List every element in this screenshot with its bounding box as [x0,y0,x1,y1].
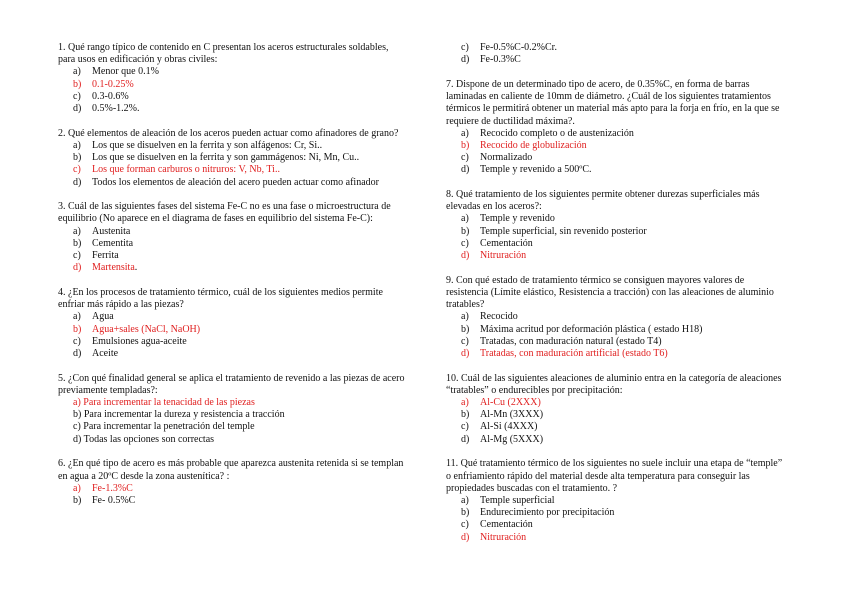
option-letter: a) [73,66,81,78]
option-letter: d) [73,262,82,274]
answer-option [58,336,408,348]
option-text: Al-Si (4XXX) [480,421,538,433]
question-text: 2. Qué elementos de aleación de los aceros pueden actuar como afinadores de grano? [58,127,399,139]
option-letter: c) [461,42,469,53]
option-text: Recocido [480,311,518,323]
option-letter: a) [73,482,81,494]
answer-option-correct [446,532,786,544]
option-text: Para incrementar la dureza y resistencia a tracción [83,409,285,421]
answer-option [446,324,786,336]
option-text: Emulsiones agua-aceite [92,335,187,347]
option-letter: c) [73,421,81,433]
option-letter: c) [461,335,469,347]
option-letter: c) [73,164,81,176]
question-block [446,275,786,360]
option-text: Todas las opciones son correctas [83,433,215,445]
option-letter: d) [73,103,82,115]
option-text: Agua [92,311,114,323]
option-letter: d) [73,176,82,188]
option-letter: a) [461,213,469,225]
answer-option-correct [58,483,408,495]
option-letter: a) [461,127,469,139]
answer-option [58,238,408,250]
answer-option-correct [446,250,786,262]
option-text: Para incrementar la penetración del temple [83,421,255,433]
option-text: Austenita [92,225,131,237]
option-letter: b) [73,237,82,249]
question-text: 3. Cuál de las siguientes fases del sistema Fe-C no es una fase o microestructura de equilibrio (No aparece en el diagrama de fases en equilibrio del sistema Fe-C): [58,201,391,225]
option-text: Endurecimiento por precipitación [480,507,615,519]
answer-option-correct [58,397,408,409]
answer-option [446,311,786,323]
option-letter: a) [461,397,469,409]
question-text: 7. Dispone de un determinado tipo de acero, de 0.35%C, en forma de barras laminadas en caliente de 10mm de diámetro. ¿Cuál de los siguientes tratamientos térmicos le permitirá obtener un material más apto para la forja en frío, en la que se requiere de ductilidad máxima?. [446,78,780,127]
option-letter: b) [73,495,82,506]
option-text: Cementación [480,519,533,531]
option-letter: a) [73,225,81,237]
answer-option [446,152,786,164]
option-letter: d) [73,347,82,359]
question-block [58,201,408,274]
answer-option [58,434,408,446]
question-block [58,128,408,189]
option-letter: b) [73,152,82,164]
option-text: Al-Mg (5XXX) [480,433,544,445]
option-text: Al-Cu (2XXX) [480,397,541,409]
option-letter: d) [461,531,470,543]
option-letter: b) [461,225,470,237]
option-suffix: . [134,262,138,274]
option-text: Fe-0.5%C-0.2%Cr. [480,42,557,53]
option-letter: c) [461,421,469,433]
option-letter: b) [461,139,470,151]
option-letter: a) [73,311,81,323]
option-letter: d) [461,54,470,66]
option-letter: b) [73,78,82,90]
answer-option [58,103,408,115]
answer-option [58,409,408,421]
answer-option [58,91,408,103]
answer-option [446,42,786,54]
option-text: Temple y revenido a 500ºC. [480,164,592,176]
option-text: Cementación [480,237,533,249]
answer-option [446,434,786,446]
option-text: Recocido completo o de austenización [480,127,634,139]
question-text: 10. Cuál de las siguientes aleaciones de aluminio entra en la categoría de aleaciones “tratables” o endurecibles por precipitación: [446,372,782,396]
option-letter: b) [461,409,470,421]
option-text: Los que forman carburos o nitruros: V, Nb, Ti.. [92,164,280,176]
option-text: Aceite [92,347,119,359]
option-text: Recocido de globulización [480,139,587,151]
option-letter: d) [461,347,470,359]
answer-option [58,250,408,262]
option-text: Para incrementar la tenacidad de las piezas [83,397,255,409]
answer-option [58,140,408,152]
answer-option [446,519,786,531]
question-block [58,458,408,507]
option-letter: b) [461,323,470,335]
question-text: 1. Qué rango típico de contenido en C presentan los aceros estructurales soldables, para usos en edificación y obras civiles: [58,42,389,66]
question-block [58,287,408,360]
option-text: Al-Mn (3XXX) [480,409,544,421]
question-text: 4. ¿En los procesos de tratamiento térmico, cuál de los siguientes medios permite enfriar más rápido a las piezas? [58,286,383,311]
option-letter: a) [73,397,81,409]
answer-option [446,495,786,507]
answer-option [446,409,786,421]
option-text: Normalizado [480,152,533,164]
answer-option [58,421,408,433]
question-block [446,189,786,262]
option-text: Cementita [92,237,134,249]
answer-option [446,54,786,66]
answer-option [446,507,786,519]
option-text: 0.3-0.6% [92,90,129,102]
question-block [58,42,408,115]
option-text: 0.1-0.25% [92,78,134,90]
question-text: 6. ¿En qué tipo de acero es más probable que aparezca austenita retenida si se templan en agua a 20ºC desde la zona austenítica? : [58,458,404,482]
option-letter: d) [461,164,470,176]
option-letter: b) [461,507,470,519]
option-text: Fe- 0.5%C [92,495,136,506]
option-text: Agua+sales (NaCl, NaOH) [92,323,201,335]
option-letter: d) [461,433,470,445]
question-6-continuation [446,42,786,66]
option-letter: a) [461,311,469,323]
option-text: Nitruración [480,531,527,543]
answer-option [446,128,786,140]
answer-option-correct [58,262,408,274]
option-letter: c) [461,519,469,531]
option-text: Temple superficial, sin revenido posterior [480,225,647,237]
option-letter: b) [73,323,82,335]
answer-option [446,238,786,250]
option-letter: a) [73,139,81,151]
question-text: 5. ¿Con qué finalidad general se aplica el tratamiento de revenido a las piezas de acero previamente templadas?: [58,372,405,396]
option-text: Martensita [92,262,135,274]
question-text: 9. Con qué estado de tratamiento térmico se consiguen mayores valores de resistencia (Límite elástico, Resistencia a tracción) con las aleaciones de aluminio tratables? [446,274,774,311]
answer-option-correct [58,164,408,176]
option-text: Los que se disuelven en la ferrita y son gammágenos: Ni, Mn, Cu.. [92,152,360,164]
answer-option [58,311,408,323]
right-column [446,42,786,556]
answer-option [446,421,786,433]
option-text: Menor que 0.1% [92,66,159,78]
question-block [446,373,786,446]
question-block [446,79,786,177]
option-letter: c) [73,90,81,102]
option-letter: c) [73,250,81,262]
answer-option [446,226,786,238]
option-letter: c) [461,152,469,164]
option-text: Los que se disuelven en la ferrita y son alfágenos: Cr, Si.. [92,139,323,151]
answer-option [58,177,408,189]
option-text: Temple y revenido [480,213,555,225]
option-text: 0.5%-1.2%. [92,103,140,115]
option-text: Máxima acritud por deformación plástica ( estado H18) [480,323,703,335]
answer-option-correct [446,140,786,152]
answer-option-correct [446,397,786,409]
option-text: Todos los elementos de aleación del acero pueden actuar como afinador [92,176,379,188]
option-letter: c) [73,335,81,347]
answer-option [58,226,408,238]
question-text: 11. Qué tratamiento térmico de los siguientes no suele incluir una etapa de “temple” o enfriamiento rápido del material desde alta temperatura para conseguir las propiedades buscadas con el tratamiento. ? [446,458,783,494]
option-letter: a) [461,495,469,506]
answer-option [58,152,408,164]
answer-option [58,348,408,360]
answer-option-correct [58,324,408,336]
answer-option [58,66,408,78]
option-letter: d) [73,433,82,445]
option-text: Nitruración [480,250,527,262]
option-text: Ferrita [92,250,119,262]
answer-option-correct [58,79,408,91]
answer-option [446,336,786,348]
option-text: Temple superficial [480,495,555,506]
answer-option [446,213,786,225]
option-letter: b) [73,409,82,421]
question-block [58,373,408,446]
option-text: Tratadas, con maduración natural (estado T4) [480,335,662,347]
option-letter: c) [461,237,469,249]
option-text: Tratadas, con maduración artificial (estado T6) [480,347,668,359]
answer-option-correct [446,348,786,360]
option-text: Fe-0.3%C [480,54,521,66]
answer-option [446,164,786,176]
question-block [446,458,786,543]
left-column [58,42,408,520]
question-text: 8. Qué tratamiento de los siguientes permite obtener durezas superficiales más elevadas en los aceros?: [446,189,760,213]
option-letter: d) [461,250,470,262]
option-text: Fe-1.3%C [92,482,133,494]
answer-option [58,495,408,507]
